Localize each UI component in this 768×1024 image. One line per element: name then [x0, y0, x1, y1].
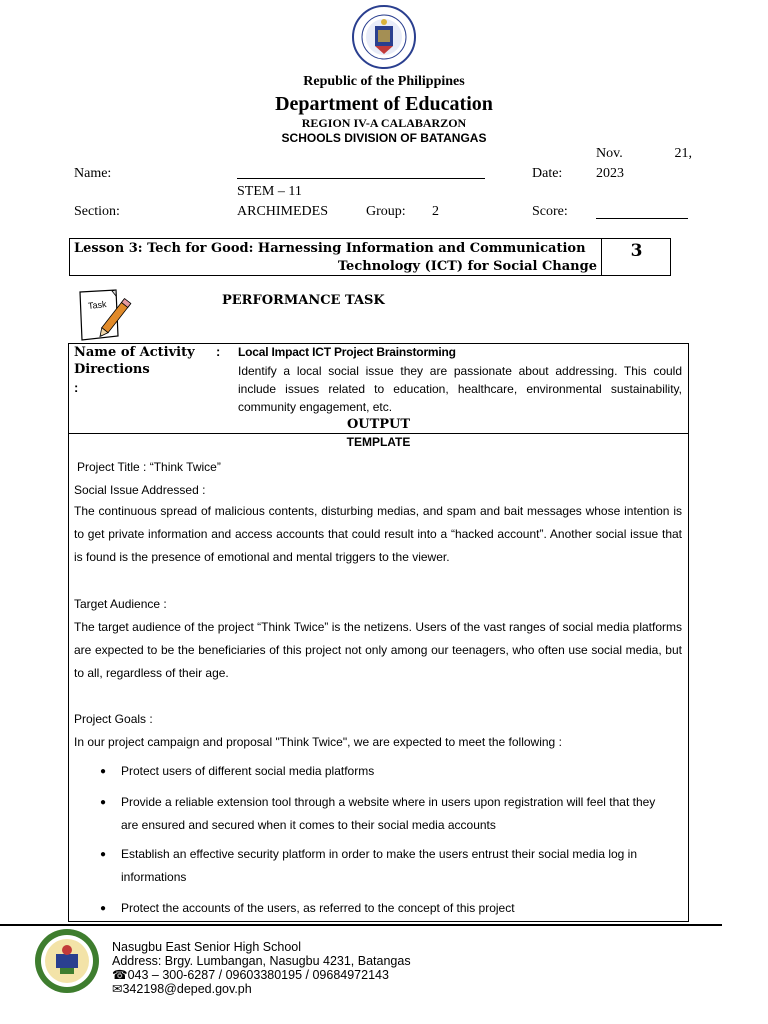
list-item — [100, 843, 670, 889]
social-issue-label: Social Issue Addressed : — [74, 483, 206, 497]
date-label: Date: — [532, 166, 563, 181]
activity-name-label: Name of Activity — [74, 345, 195, 360]
department-heading: Department of Education — [275, 93, 493, 115]
footer-phone: ☎043 – 300-6287 / 09603380195 / 09684972143 — [112, 968, 389, 982]
directions-colon: : — [74, 380, 79, 395]
project-goals-label: Project Goals : — [74, 712, 153, 726]
group-value: 2 — [432, 204, 439, 219]
date-value-line1 — [596, 146, 692, 162]
list-item — [100, 791, 670, 837]
list-item — [100, 760, 670, 783]
directions-label: Directions — [74, 362, 150, 377]
footer-divider — [0, 924, 722, 926]
republic-heading: Republic of the Philippines — [303, 74, 465, 89]
bullet-icon: ● — [100, 903, 107, 914]
date-year: 2023 — [596, 166, 624, 181]
output-label: OUTPUT — [346, 417, 411, 432]
division-heading: SCHOOLS DIVISION OF BATANGAS — [281, 131, 487, 145]
name-field[interactable] — [237, 178, 485, 179]
section-value-strand: STEM – 11 — [237, 184, 302, 199]
deped-seal-icon — [342, 4, 426, 70]
lesson-number-box — [602, 238, 671, 276]
section-value-name: ARCHIMEDES — [237, 204, 329, 219]
social-issue-text: The continuous spread of malicious contents, disturbing medias, and spam and bait messages whose intention is to get private information and access accounts that could result into a “hacked account”. Another social issue that is found is the presence of emotional and mental triggers to the viewer. — [74, 504, 682, 564]
template-label: TEMPLATE — [346, 435, 411, 449]
date-day: 21, — [674, 146, 692, 161]
score-label: Score: — [532, 204, 568, 219]
activity-name-value: Local Impact ICT Project Brainstorming — [238, 345, 456, 359]
bullet-icon: ● — [100, 849, 107, 860]
task-paper-icon — [72, 286, 136, 344]
target-audience-text: The target audience of the project “Think Twice” is the netizens. Users of the vast ranges of social media platforms are expected to be the beneficiaries of this project not only among our teenagers, who often use social media, but to all, regardless of their age. — [74, 620, 682, 680]
project-goals-intro: In our project campaign and proposal "Think Twice", we are expected to meet the following : — [74, 735, 562, 749]
list-item-text: Protect the accounts of the users, as referred to the concept of this project — [121, 901, 515, 915]
list-item-text: Protect users of different social media platforms — [121, 764, 375, 778]
footer-address: Address: Brgy. Lumbangan, Nasugbu 4231, Batangas — [112, 954, 411, 968]
directions-value: Identify a local social issue they are passionate about addressing. This could include issues related to education, healthcare, environmental sustainability, community engagement, etc. — [238, 364, 682, 414]
task-pencil-icon — [72, 286, 136, 344]
bullet-icon: ● — [100, 766, 107, 777]
performance-task-title: PERFORMANCE TASK — [222, 293, 385, 308]
school-seal-icon — [34, 928, 100, 994]
list-item-text: Provide a reliable extension tool through a website where in users upon registration will feel that they are ensured and secured when it comes to their social media accounts — [121, 795, 656, 832]
region-heading: REGION IV-A CALABARZON — [301, 116, 467, 130]
score-field[interactable] — [596, 218, 688, 219]
task-icon-label: Task — [87, 299, 107, 311]
activity-name-colon: : — [216, 344, 221, 359]
bullet-icon: ● — [100, 797, 107, 808]
list-item — [100, 897, 670, 920]
list-item-text: Establish an effective security platform in order to make the users entrust their social media log in informations — [121, 847, 638, 884]
lesson-number: 3 — [630, 241, 643, 261]
date-month: Nov. — [596, 146, 623, 161]
group-label: Group: — [366, 204, 406, 219]
lesson-title-part1: Tech for Good: Harnessing Information and Communication — [142, 241, 586, 256]
name-label: Name: — [74, 166, 112, 181]
target-audience-label: Target Audience : — [74, 597, 167, 611]
section-label: Section: — [74, 204, 120, 219]
footer-school-name: Nasugbu East Senior High School — [112, 940, 302, 954]
footer-email[interactable]: ✉342198@deped.gov.ph — [112, 982, 252, 996]
lesson-title — [74, 240, 597, 276]
lesson-box — [69, 238, 602, 276]
project-title: Project Title : “Think Twice” — [77, 460, 221, 474]
lesson-title-line1 — [74, 240, 597, 258]
lesson-title-line2: Technology (ICT) for Social Change — [337, 259, 597, 274]
lesson-number-label: Lesson 3: — [74, 241, 143, 256]
table-divider — [68, 433, 689, 434]
